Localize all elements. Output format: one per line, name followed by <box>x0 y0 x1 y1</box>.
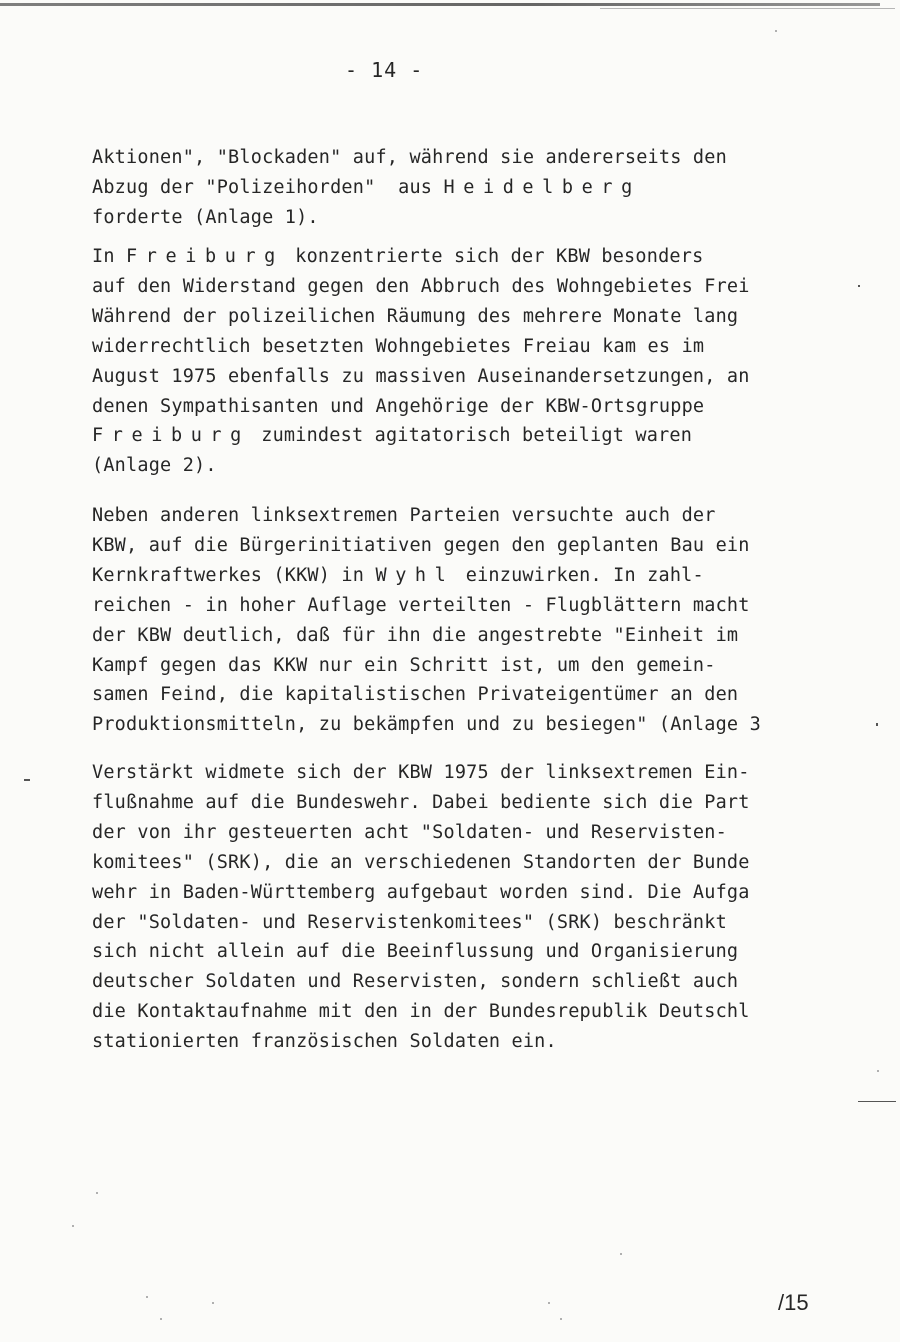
line-segment: Neben anderen linksextremen Parteien versuchte auch der <box>92 505 716 526</box>
scan-speck <box>72 1225 74 1227</box>
text-line <box>92 396 704 418</box>
line-segment: In <box>92 246 127 267</box>
spaced-place-name: Wyhl <box>375 564 455 586</box>
line-segment: wehr in Baden-Württemberg aufgebaut worden sind. Die Aufga <box>92 881 750 903</box>
line-segment: deutscher Soldaten und Reservisten, sondern schließt auch <box>92 971 739 993</box>
text-line <box>92 147 727 169</box>
line-segment: forderte (Anlage 1). <box>92 206 319 228</box>
text-line <box>92 762 750 784</box>
scan-speck <box>877 1070 879 1072</box>
line-segment: flußnahme auf die Bundeswehr. Dabei bediente sich die Part <box>92 791 750 813</box>
text-line <box>92 207 319 229</box>
line-segment: KBW, auf die Bürgerinitiativen gegen den geplanten Bau ein <box>92 534 750 556</box>
text-line <box>92 822 727 844</box>
text-line <box>92 1031 557 1053</box>
line-segment: konzentrierte sich der KBW besonders <box>283 246 704 267</box>
line-segment: die Kontaktaufnahme mit den in der Bundesrepublik Deutschl <box>92 1001 750 1023</box>
right-margin-dot <box>858 285 860 287</box>
scan-speck <box>146 1296 148 1298</box>
top-scan-rule <box>0 3 880 6</box>
text-line <box>92 455 217 477</box>
line-segment: der "Soldaten- und Reservistenkomitees" (SRK) beschränkt <box>92 911 727 933</box>
page-number: - 14 - <box>345 58 424 82</box>
line-segment: komitees" (SRK), die an verschiedenen Standorten der Bunde <box>92 851 750 873</box>
text-line <box>92 912 727 934</box>
spaced-place-name: Heidelberg <box>443 176 641 198</box>
scan-speck <box>548 1302 550 1304</box>
scan-speck <box>775 30 777 32</box>
text-line <box>92 505 716 527</box>
text-line <box>92 655 716 677</box>
text-line <box>92 852 750 874</box>
text-line <box>92 714 761 736</box>
line-segment: sich nicht allein auf die Beeinflussung und Organisierung <box>92 941 739 963</box>
text-line <box>92 177 641 199</box>
text-line <box>92 941 738 963</box>
text-line <box>92 595 750 617</box>
text-line <box>92 971 738 993</box>
left-margin-tick <box>24 779 30 781</box>
text-line <box>92 306 738 328</box>
scan-speck <box>620 1253 622 1255</box>
text-line <box>92 882 750 904</box>
spaced-place-name: Freiburg <box>126 246 284 267</box>
scan-speck <box>560 1318 562 1320</box>
line-segment: Aktionen", "Blockaden" auf, während sie andererseits den <box>92 147 727 168</box>
line-segment: Während der polizeilichen Räumung des mehrere Monate lang <box>92 305 739 327</box>
right-margin-dash <box>858 1101 896 1102</box>
line-segment: Verstärkt widmete sich der KBW 1975 der linksextremen Ein- <box>92 762 750 783</box>
right-margin-dot <box>876 723 878 726</box>
next-page-marker: /15 <box>778 1290 809 1315</box>
line-segment: denen Sympathisanten und Angehörige der KBW-Ortsgruppe <box>92 395 705 417</box>
line-segment: samen Feind, die kapitalistischen Privateigentümer an den <box>92 684 739 706</box>
line-segment: (Anlage 2). <box>92 455 217 477</box>
line-segment: August 1975 ebenfalls zu massiven Auseinandersetzungen, an <box>92 365 750 387</box>
text-line <box>92 1001 750 1023</box>
text-line <box>92 366 750 388</box>
line-segment: auf den Widerstand gegen den Abbruch des Wohngebietes Frei <box>92 275 750 297</box>
text-line <box>92 535 750 557</box>
scan-speck <box>160 1318 162 1320</box>
text-line <box>92 625 738 647</box>
line-segment: einzuwirken. In zahl- <box>454 564 704 586</box>
scan-speck <box>96 1192 98 1194</box>
line-segment: stationierten französischen Soldaten ein. <box>92 1031 557 1053</box>
text-line <box>92 336 704 358</box>
text-line <box>92 425 692 447</box>
line-segment: Abzug der "Polizeihorden" aus <box>92 176 444 198</box>
line-segment: Produktionsmitteln, zu bekämpfen und zu besiegen" (Anlage 3 <box>92 714 761 736</box>
text-line <box>92 684 738 706</box>
text-line <box>92 792 750 814</box>
line-segment: Kernkraftwerkes (KKW) in <box>92 564 376 586</box>
spaced-place-name: Freiburg <box>92 425 250 447</box>
line-segment: widerrechtlich besetzten Wohngebietes Freiau kam es im <box>92 335 705 357</box>
line-segment: Kampf gegen das KKW nur ein Schritt ist, um den gemein- <box>92 654 716 676</box>
text-line <box>92 276 750 298</box>
line-segment: zumindest agitatorisch beteiligt waren <box>249 425 693 447</box>
line-segment: der KBW deutlich, daß für ihn die angestrebte "Einheit im <box>92 624 739 646</box>
text-line <box>92 246 703 268</box>
text-line <box>92 565 704 587</box>
scan-speck <box>212 1302 214 1304</box>
line-segment: der von ihr gesteuerten acht "Soldaten- und Reservisten- <box>92 821 727 843</box>
line-segment: reichen - in hoher Auflage verteilten - Flugblättern macht <box>92 594 750 616</box>
top-scan-rule-secondary <box>600 8 895 9</box>
